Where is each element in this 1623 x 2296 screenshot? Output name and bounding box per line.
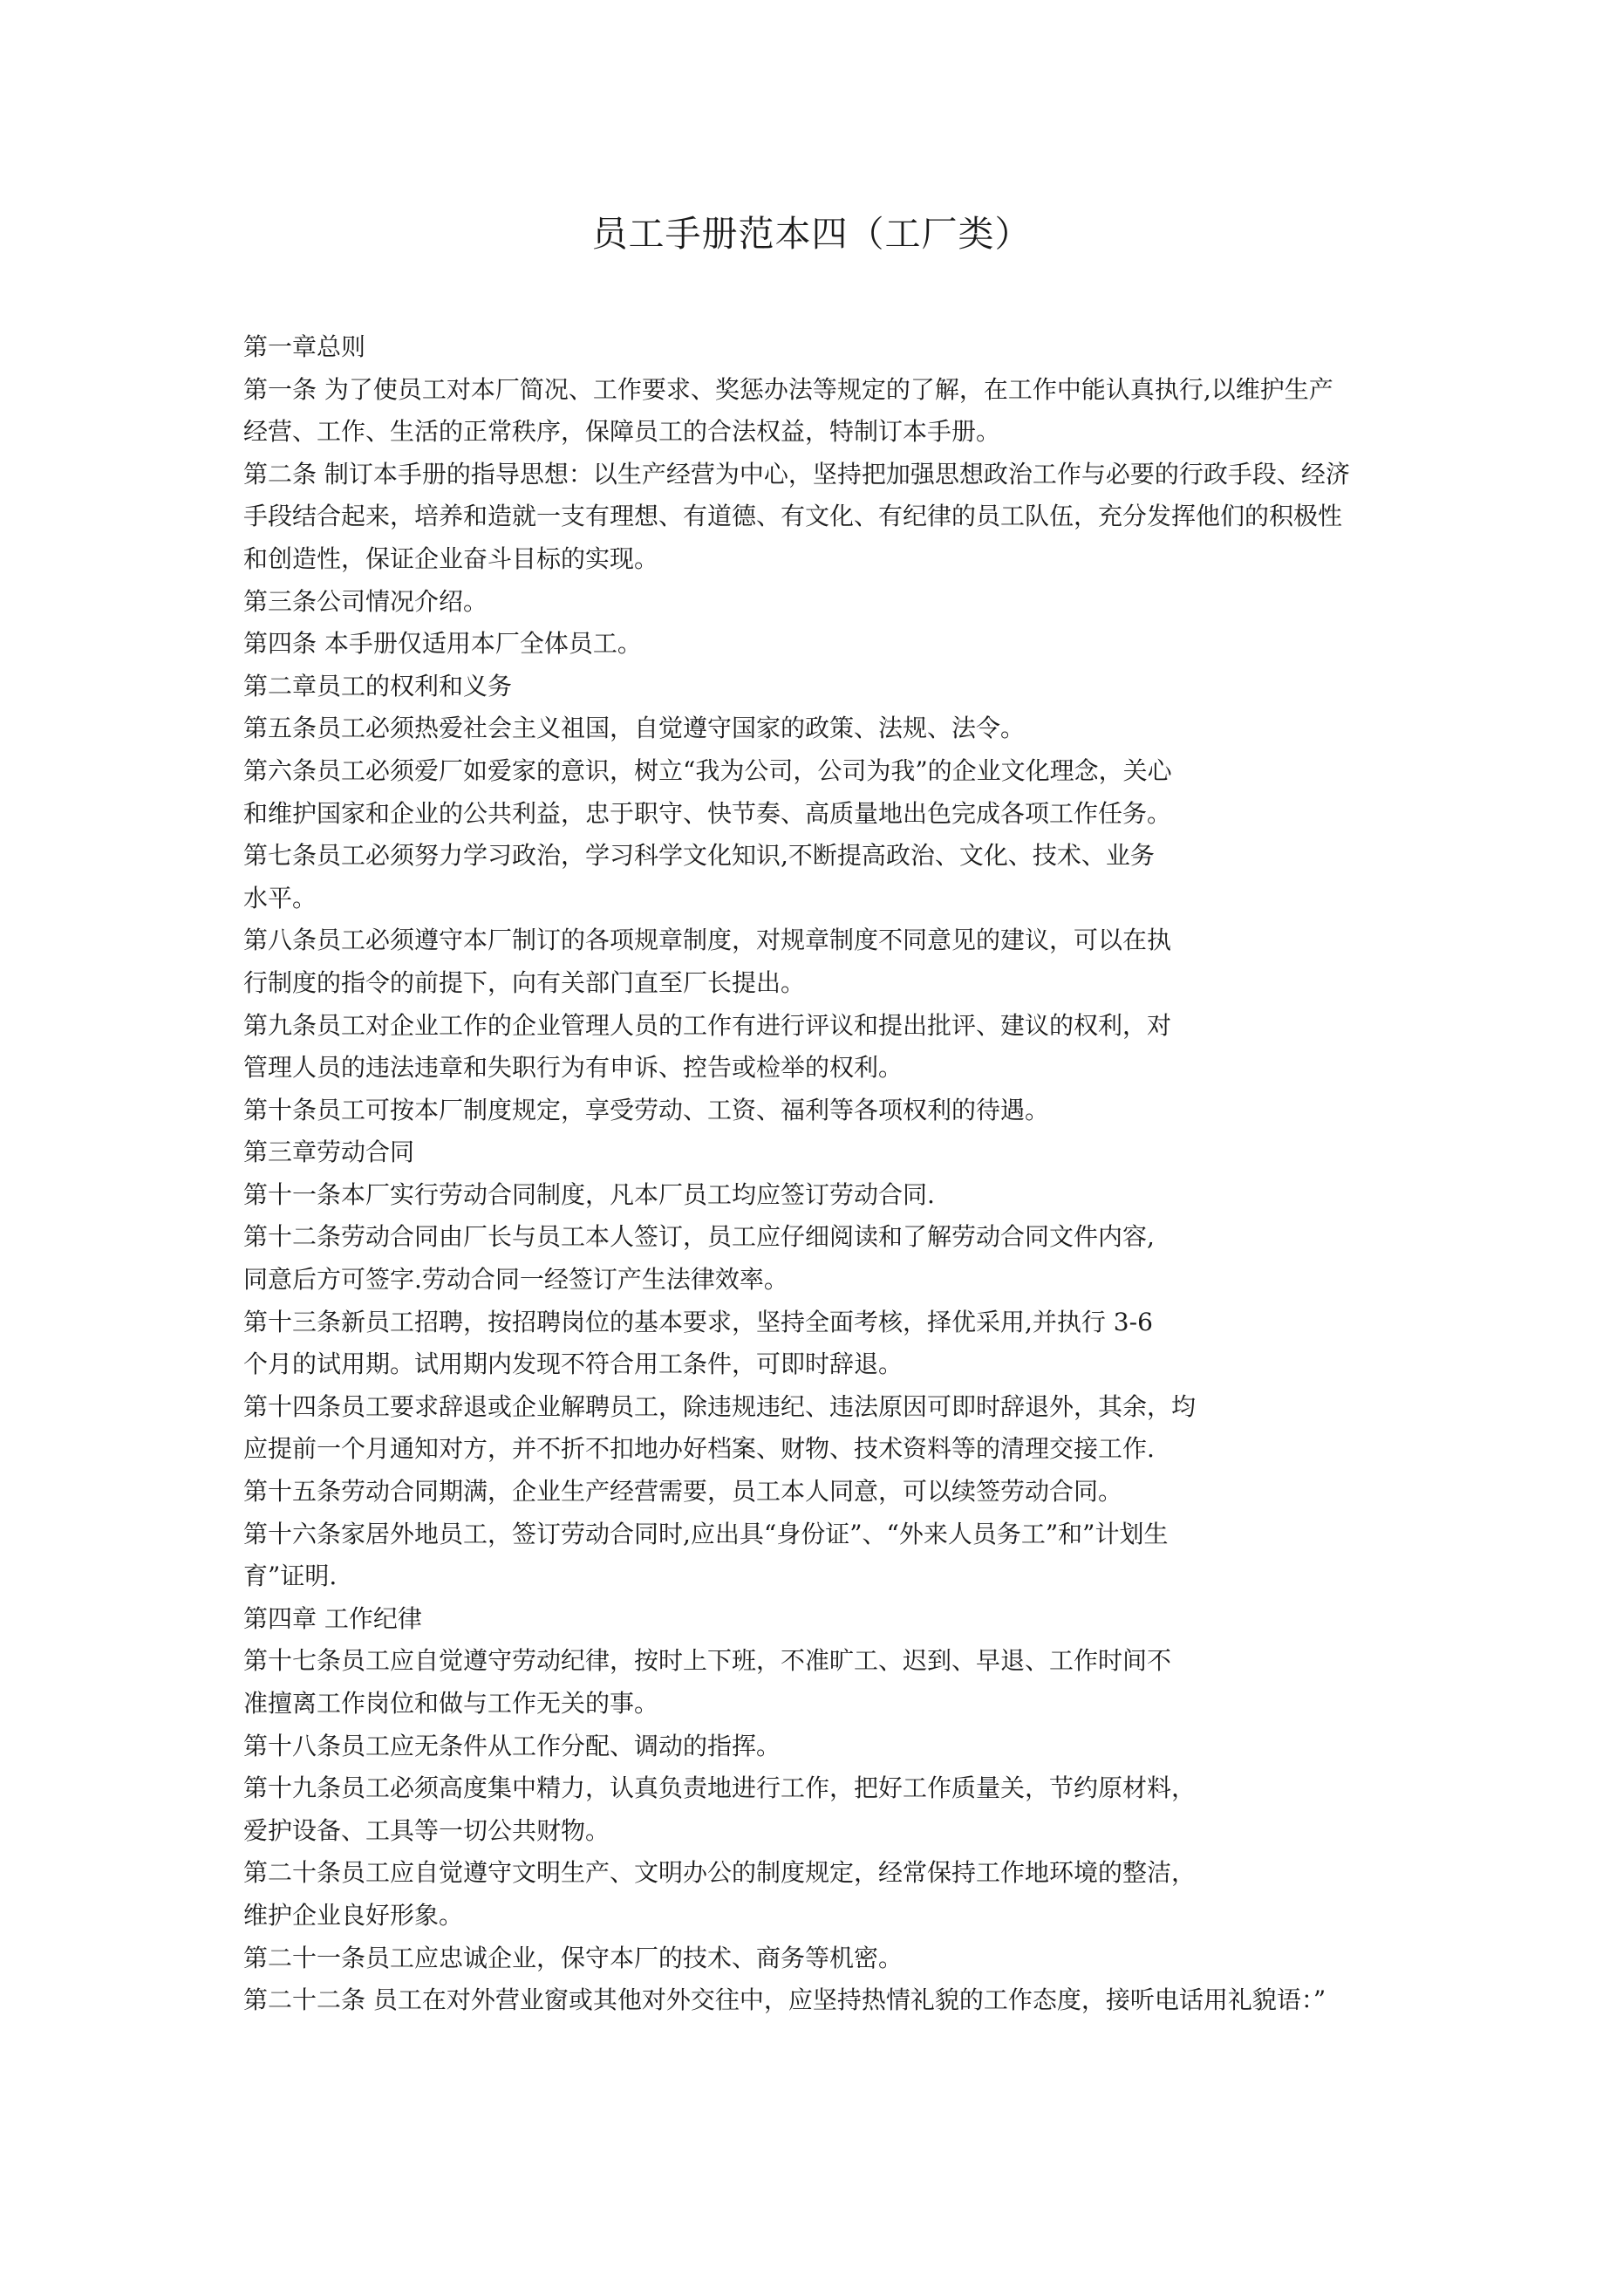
text-line: 和创造性，保证企业奋斗目标的实现。 [243, 543, 659, 573]
text-line: 第二条 制订本手册的指导思想：以生产经营为中心，坚持把加强思想政治工作与必要的行政手段、经济 [243, 459, 1350, 489]
text-line: 第十三条新员工招聘，按招聘岗位的基本要求，坚持全面考核，择优采用,并执行 3-6 [243, 1307, 1153, 1336]
text-line: 准擅离工作岗位和做与工作无关的事。 [243, 1689, 659, 1718]
text-line: 第十九条员工必须高度集中精力，认真负责地进行工作，把好工作质量关，节约原材料， [243, 1773, 1197, 1803]
text-line: 管理人员的违法违章和失职行为有申诉、控告或检举的权利。 [243, 1053, 904, 1083]
document-title: 员工手册范本四（工厂类） [591, 213, 1032, 255]
text-line: 第十条员工可按本厂制度规定，享受劳动、工资、福利等各项权利的待遇。 [243, 1095, 1050, 1124]
text-line: 第五条员工必须热爱社会主义祖国，自觉遵守国家的政策、法规、法令。 [243, 714, 1026, 743]
text-line: 第七条员工必须努力学习政治，学习科学文化知识,不断提高政治、文化、技术、业务 [243, 841, 1155, 871]
text-line: 个月的试用期。试用期内发现不符合用工条件，可即时辞退。 [243, 1350, 904, 1379]
text-line: 行制度的指令的前提下，向有关部门直至厂长提出。 [243, 967, 806, 997]
text-line: 第十二条劳动合同由厂长与员工本人签订，员工应仔细阅读和了解劳动合同文件内容, [243, 1222, 1155, 1252]
text-line: 第二十二条 员工在对外营业窗或其他对外交往中，应坚持热情礼貌的工作态度，接听电话用礼貌语：” [243, 1985, 1326, 2015]
text-line: 第二章员工的权利和义务 [243, 671, 513, 700]
text-line: 第十五条劳动合同期满，企业生产经营需要，员工本人同意，可以续签劳动合同。 [243, 1477, 1123, 1507]
text-line: 第十七条员工应自觉遵守劳动纪律，按时上下班，不准旷工、迟到、早退、工作时间不 [243, 1646, 1172, 1676]
text-line: 经营、工作、生活的正常秩序，保障员工的合法权益，特制订本手册。 [243, 417, 1001, 447]
text-line: 第二十条员工应自觉遵守文明生产、文明办公的制度规定，经常保持工作地环境的整洁， [243, 1858, 1197, 1888]
text-line: 水平。 [243, 883, 317, 912]
text-line: 第一条 为了使员工对本厂简况、工作要求、奖惩办法等规定的了解，在工作中能认真执行,以维护生产 [243, 374, 1333, 404]
text-line: 育”证明. [243, 1561, 338, 1591]
text-line: 第三章劳动合同 [243, 1138, 415, 1167]
text-line: 第六条员工必须爱厂如爱家的意识，树立“我为公司，公司为我”的企业文化理念，关心 [243, 755, 1172, 785]
text-line: 和维护国家和企业的公共利益，忠于职守、快节奏、高质量地出色完成各项工作任务。 [243, 798, 1172, 828]
text-line: 应提前一个月通知对方，并不折不扣地办好档案、财物、技术资料等的清理交接工作. [243, 1434, 1155, 1464]
text-line: 第十一条本厂实行劳动合同制度，凡本厂员工均应签订劳动合同. [243, 1179, 935, 1209]
text-line: 第九条员工对企业工作的企业管理人员的工作有进行评议和提出批评、建议的权利，对 [243, 1010, 1172, 1040]
text-line: 第三条公司情况介绍。 [243, 586, 488, 616]
text-line: 同意后方可签字.劳动合同一经签订产生法律效率。 [243, 1265, 788, 1295]
text-line: 第四章 工作纪律 [243, 1603, 422, 1633]
text-line: 第一章总则 [243, 332, 366, 361]
document-body [243, 326, 1412, 2022]
text-line: 第四条 本手册仅适用本厂全体员工。 [243, 629, 642, 659]
text-line: 第十六条家居外地员工，签订劳动合同时,应出具“身份证”、“外来人员务工”和”计划生 [243, 1519, 1169, 1548]
text-line: 第二十一条员工应忠诚企业，保守本厂的技术、商务等机密。 [243, 1943, 904, 1972]
text-line: 手段结合起来，培养和造就一支有理想、有道德、有文化、有纪律的员工队伍，充分发挥他们的积极性 [243, 502, 1343, 531]
text-line: 第十四条员工要求辞退或企业解聘员工，除违规违纪、违法原因可即时辞退外，其余，均 [243, 1391, 1197, 1421]
text-line: 第八条员工必须遵守本厂制订的各项规章制度，对规章制度不同意见的建议，可以在执 [243, 926, 1172, 955]
text-line: 维护企业良好形象。 [243, 1900, 464, 1930]
text-line: 爱护设备、工具等一切公共财物。 [243, 1815, 610, 1845]
text-line: 第十八条员工应无条件从工作分配、调动的指挥。 [243, 1731, 781, 1760]
